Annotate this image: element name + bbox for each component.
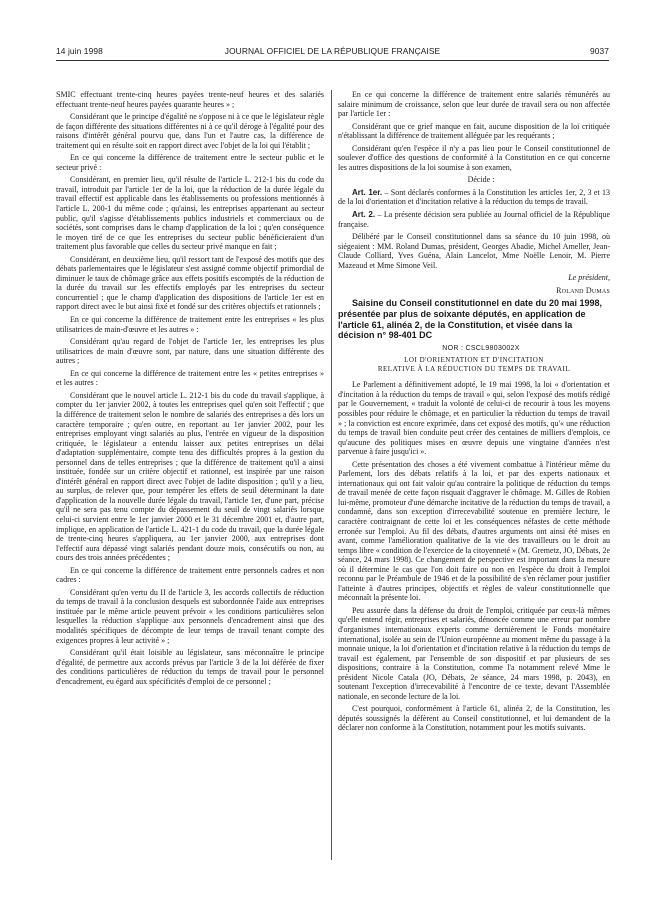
paragraph: Considérant que ce grief manque en fait, aucune disposition de la loi critiquée n'établissant la différence de traitement alléguée par les requérants ; bbox=[338, 121, 610, 141]
journal-title: JOURNAL OFFICIEL DE LA RÉPUBLIQUE FRANÇAISE bbox=[224, 46, 441, 56]
paragraph: Le Parlement a définitivement adopté, le 19 mai 1998, la loi « d'orientation et d'incitation à la réduction du temps de travail » qui, selon l'exposé des motifs rédigé par le Gouvernement, « traduit la volonté de celui-ci de recourir à tous les moyens possibles pour réduire le chômage, et en particulier la réduction du temps de travail » ; la conviction est encore exprimée, dans cet exposé des motifs, qu'« une réduction du temps de travail bien conduite peut créer des centaines de milliers d'emplois, ce qu'aucune des politiques mises en œuvre depuis une vingtaine d'années n'est parvenue à faire jusqu'ici ». bbox=[338, 380, 610, 457]
law-title bbox=[338, 356, 610, 374]
article-1-label: Art. 1er. bbox=[352, 187, 383, 197]
saisine-title: Saisine du Conseil constitutionnel en date du 20 mai 1998, présentée par plus de soixante députés, en application de l'article 61, alinéa 2, de la Constitution, et visée dans la décision n° 98-401 DC bbox=[338, 298, 603, 341]
law-title-line-1: LOI D'ORIENTATION ET D'INCITATION bbox=[404, 356, 544, 365]
article-2 bbox=[338, 210, 610, 229]
decide-heading: Décide : bbox=[467, 175, 495, 185]
paragraph: Considérant qu'en vertu du II de l'article 3, les accords collectifs de réduction du temps de travail à la conclusion desquels est subordonnée l'aide aux entreprises instituée par le même article peuvent prévoir « les conditions particulières selon lesquelles la réduction s'applique aux personnels d'encadrement ainsi que des modalités spécifiques de décompte de leur temps de travail tenant compte des exigences propres à leur activité » ; bbox=[56, 587, 324, 645]
paragraph: SMIC effectuant trente-cinq heures payées trente-neuf heures et des salariés effectuant trente-neuf heures payées quarante heures » ; bbox=[56, 90, 324, 109]
paragraph: En ce qui concerne la différence de traitement entre personnels cadres et non cadres : bbox=[56, 565, 324, 585]
column-divider bbox=[331, 90, 332, 860]
right-column bbox=[338, 90, 610, 872]
paragraph: Peu assurée dans la défense du droit de l'emploi, critiquée par ceux-là mêmes qu'elle entend régir, entreprises et salariés, dénoncée comme une erreur par nombre d'organismes internationaux experts comme dernièrement le Fonds monétaire international, isolée au sein de l'Union européenne au moment même du passage à la monnaie unique, la loi d'orientation et d'incitation relative à la réduction du temps de travail est également, par l'ensemble de son dispositif et par plusieurs de ses dispositions, contraire à la Constitution, comme l'a notamment relevé Mme le président Nicole Catala (JO, Débats, 2e séance, 24 mars 1998, p. 2043), en soutenant l'exception d'irrecevabilité à l'encontre de ce texte, devant l'Assemblée nationale, en seconde lecture de la loi. bbox=[338, 605, 610, 701]
header-date: 14 juin 1998 bbox=[56, 46, 103, 56]
paragraph: C'est pourquoi, conformément à l'article 61, alinéa 2, de la Constitution, les députés soussignés la défèrent au Conseil constitutionnel, et lui demandent de la déclarer non conforme à la Constitution, notamment pour les motifs suivants. bbox=[338, 704, 610, 733]
article-1 bbox=[338, 188, 610, 207]
signature-role: Le président, bbox=[568, 273, 610, 283]
signature-name: Roland Dumas bbox=[556, 285, 610, 295]
paragraph: En ce qui concerne la différence de traitement entre le secteur public et le secteur privé : bbox=[56, 153, 324, 172]
paragraph: En ce qui concerne la différence de traitement entre les « petites entreprises » et les autres : bbox=[56, 368, 324, 388]
paragraph: Considérant, en deuxième lieu, qu'il ressort tant de l'exposé des motifs que des débats parlementaires que le législateur s'est assigné comme objectif primordial de diminuer le taux de chômage grâce aux effets positifs escomptés de la réduction de la durée du travail sur les effectifs employés par les entreprises du secteur concurrentiel ; que le champ d'application des dispositions de l'article 1er est en rapport direct avec le but ainsi fixé et fondé sur des critères objectifs et rationnels ; bbox=[56, 254, 324, 312]
paragraph: Cette présentation des choses a été vivement combattue à l'intérieur même du Parlement, lors des débats relatifs à la loi, et par des experts nationaux et internationaux qui ont fait valoir qu'au contraire la politique de réduction du temps de travail menée de cette façon risquait d'aggraver le chômage. M. Gilles de Robien lui-même, promoteur d'une démarche incitative de la réduction du temps de travail, a condamné, dans son exception d'irrecevabilité soutenue en première lecture, le caractère contraignant de cette loi et les conséquences néfastes de cette méthode erronée sur l'emploi. Au fil des débats, d'autres arguments ont ainsi été mises en avant, comme l'amélioration qualitative de la vie des travailleurs ou le droit au temps libre « condition de l'exercice de la citoyenneté » (M. Gremetz, JO, Débats, 2e séance, 24 mars 1998). Ce changement de perspective est important dans la mesure où il détermine le cas que l'on doit faire ou non en l'espèce du droit à l'emploi reconnu par le Préambule de 1946 et de la possibilité de s'en réclamer pour justifier l'atteinte à d'autres principes, objectifs et règles de valeur constitutionnelle que méconnaît la présente loi. bbox=[338, 459, 610, 603]
article-2-label: Art. 2. bbox=[352, 210, 376, 220]
page-header bbox=[56, 44, 609, 61]
paragraph: En ce qui concerne la différence de traitement entre les entreprises « les plus utilisatrices de main-d'œuvre et les autres » : bbox=[56, 315, 324, 334]
article-1-text: – Sont déclarés conformes à la Constitution les articles 1er, 2, 3 et 13 de la loi d'orientation et d'incitation relative à la réduction du temps de travail. bbox=[338, 187, 610, 207]
paragraph: En ce qui concerne la différence de traitement entre salariés rémunérés au salaire minimum de croissance, selon que leur durée de travail sera ou non affectée par l'article 1er : bbox=[338, 90, 610, 119]
page-number: 9037 bbox=[589, 46, 609, 56]
left-column bbox=[56, 90, 324, 872]
article-2-text: – La présente décision sera publiée au Journal officiel de la République française. bbox=[338, 210, 610, 229]
deliberation: Délibéré par le Conseil constitutionnel dans sa séance du 10 juin 1998, où siégeaient : MM. Roland Dumas, président, Georges Abadie, Michel Ameller, Jean-Claude Colliard, Yves Guéna, Alain Lancelot, Mme Noëlle Lenoir, M. Pierre Mazeaud et Mme Simone Veil. bbox=[338, 232, 610, 270]
paragraph: Considérant qu'il était loisible au législateur, sans méconnaître le principe d'égalité, de permettre aux accords prévus par l'article 3 de la loi déférée de fixer des conditions particulières de réduction du temps de travail pour le personnel d'encadrement, eu égard aux spécificités d'emploi de ce personnel ; bbox=[56, 648, 324, 686]
paragraph: Considérant que le principe d'égalité ne s'oppose ni à ce que le législateur règle de façon différente des situations différentes ni à ce qu'il déroge à l'égalité pour des raisons d'intérêt général pourvu que, dans l'un et l'autre cas, la différence de traitement qui en résulte soit en rapport direct avec l'objet de la loi qui l'établit ; bbox=[56, 112, 324, 150]
paragraph: Considérant que le nouvel article L. 212-1 bis du code du travail s'applique, à compter du 1er janvier 2002, à toutes les entreprises quel qu'en soit l'effectif ; que la différence de traitement selon le nombre de salariés des entreprises a dès lors un caractère temporaire ; qu'en outre, en reportant au 1er janvier 2002, pour les entreprises employant vingt salariés au plus, l'entrée en vigueur de la disposition critiquée, le législateur a entendu laisser aux petites entreprises un délai d'adaptation supplémentaire, compte tenu des difficultés propres à la gestion du personnel dans de telles entreprises ; que la différence de traitement qu'il a ainsi instituée, fondée sur un critère objectif et rationnel, est inspirée par une raison d'intérêt général en rapport direct avec l'objet de ladite disposition ; qu'il y a lieu, au surplus, de relever que, pour tempérer les effets de seuil déterminant la date d'application de la nouvelle durée légale du travail, l'article 1er, d'une part, précise qu'il ne sera pas tenu compte du dépassement du seuil de vingt salariés lorsque celui-ci survient entre le 1er janvier 2000 et le 31 décembre 2001 et, d'autre part, implique, en application de l'article L. 421-1 du code du travail, que la durée légale de trente-cinq heures s'appliquera, au 1er janvier 2000, aux entreprises dont l'effectif aura dépassé vingt salariés pendant douze mois, consécutifs ou non, au cours des trois années précédentes ; bbox=[56, 390, 324, 563]
paragraph: Considérant qu'au regard de l'objet de l'article 1er, les entreprises les plus utilisatrices de main d'œuvre sont, par nature, dans une situation différente des autres ; bbox=[56, 337, 324, 366]
nor-reference: NOR : CSCL9803002X bbox=[442, 344, 520, 352]
paragraph: Considérant, en premier lieu, qu'il résulte de l'article L. 212-1 bis du code du travail, introduit par l'article 1er de la loi, que la réduction de la durée légale du travail effectif est applicable dans les établissements ou professions mentionnés à l'article L. 200-1 du même code ; qu'ainsi, les entreprises appartenant au secteur public, qu'il s'agisse d'établissements publics industriels et commerciaux ou de sociétés, sont comprises dans le champ d'application de la loi ; qu'en conséquence le moyen tiré de ce que les entreprises du secteur public bénéficieraient d'un traitement plus favorable que celles du secteur privé manque en fait ; bbox=[56, 175, 324, 252]
law-title-line-2: RELATIVE À LA RÉDUCTION DU TEMPS DE TRAVAIL bbox=[377, 365, 571, 374]
paragraph: Considérant qu'en l'espèce il n'y a pas lieu pour le Conseil constitutionnel de soulever d'office des questions de conformité à la Constitution en ce qui concerne les autres dispositions de la loi soumise à son examen, bbox=[338, 143, 610, 172]
